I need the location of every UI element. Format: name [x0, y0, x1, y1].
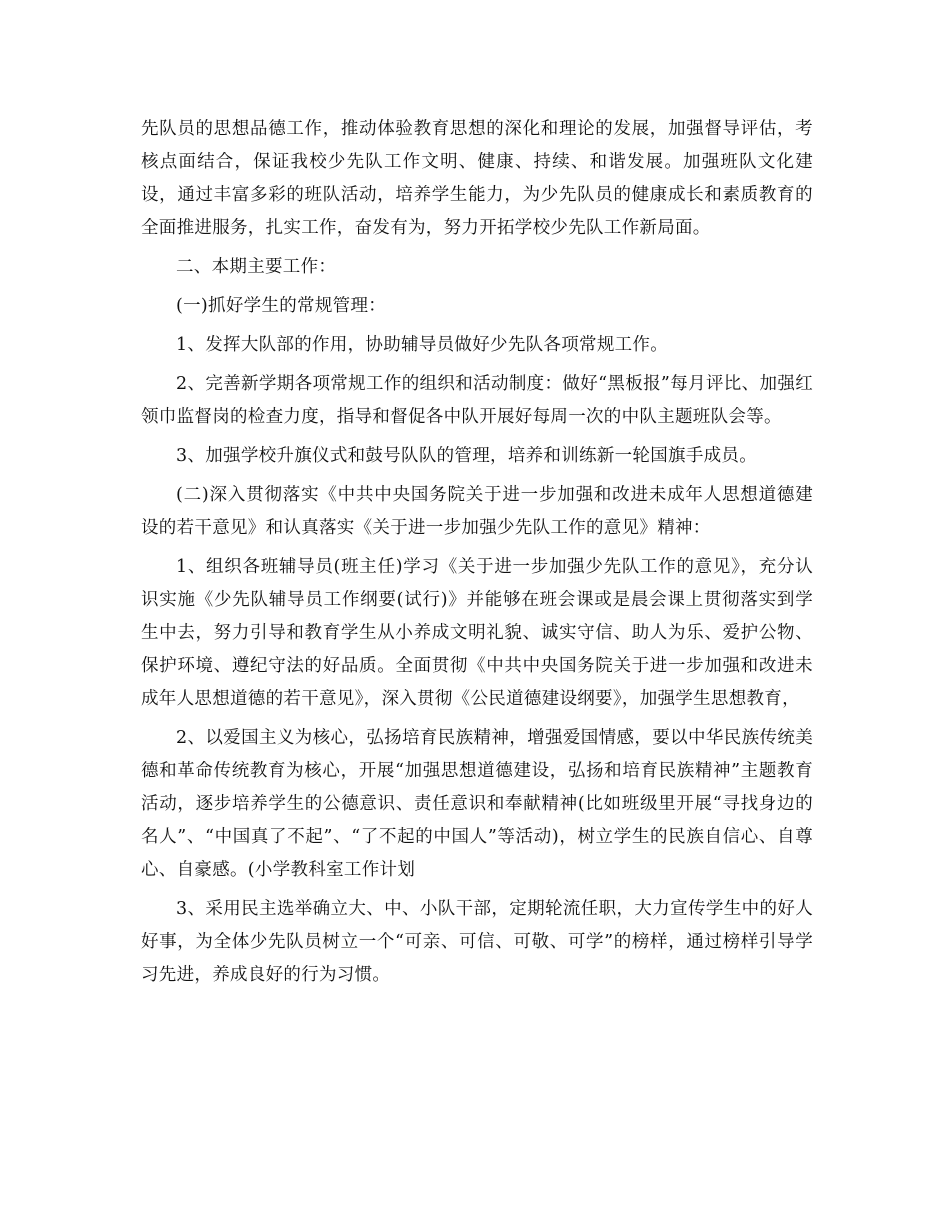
list-item: 2、以爱国主义为核心，弘扬培育民族精神，增强爱国情感，要以中华民族传统美德和革命传统教育为核心，开展“加强思想道德建设，弘扬和培育民族精神”主题教育活动，逐步培养学生的公德意识、责任意识和奉献精神(比如班级里开展“寻找身边的名人”、“中国真了不起”、“了不起的中国人”等活动)，树立学生的民族自信心、自尊心、自豪感。(小学教科室工作计划: [141, 728, 813, 880]
section-heading: 二、本期主要工作：: [176, 257, 337, 277]
list-item: 2、完善新学期各项常规工作的组织和活动制度：做好“黑板报”每月评比、加强红领巾监督岗的检查力度，指导和督促各中队开展好每周一次的中队主题班队会等。: [141, 374, 813, 427]
list-item: 1、组织各班辅导员(班主任)学习《关于进一步加强少先队工作的意见》，充分认识实施《少先队辅导员工作纲要(试行)》并能够在班会课或是晨会课上贯彻落实到学生中去，努力引导和教育学生从小养成文明礼貌、诚实守信、助人为乐、爱护公物、保护环境、遵纪守法的好品质。全面贯彻《中共中央国务院关于进一步加强和改进未成年人思想道德的若干意见》，深入贯彻《公民道德建设纲要》，加强学生思想教育，: [141, 557, 813, 709]
paragraph-continuation: 先队员的思想品德工作，推动体验教育思想的深化和理论的发展，加强督导评估，考核点面结合，保证我校少先队工作文明、健康、持续、和谐发展。加强班队文化建设，通过丰富多彩的班队活动，培养学生能力，为少先队员的健康成长和素质教育的全面推进服务，扎实工作，奋发有为，努力开拓学校少先队工作新局面。: [141, 119, 813, 238]
subsection-heading: (一)抓好学生的常规管理：: [176, 296, 387, 316]
document-body: [141, 113, 813, 998]
list-item: 1、发挥大队部的作用，协助辅导员做好少先队各项常规工作。: [176, 335, 669, 355]
list-item: 3、采用民主选举确立大、中、小队干部，定期轮流任职，大力宣传学生中的好人好事，为全体少先队员树立一个“可亲、可信、可敬、可学”的榜样，通过榜样引导学习先进，养成良好的行为习惯。: [141, 899, 813, 985]
list-item: 3、加强学校升旗仪式和鼓号队队的管理，培养和训练新一轮国旗手成员。: [176, 446, 758, 466]
subsection-heading: (二)深入贯彻落实《中共中央国务院关于进一步加强和改进未成年人思想道德建设的若干意见》和认真落实《关于进一步加强少先队工作的意见》精神：: [141, 485, 813, 538]
